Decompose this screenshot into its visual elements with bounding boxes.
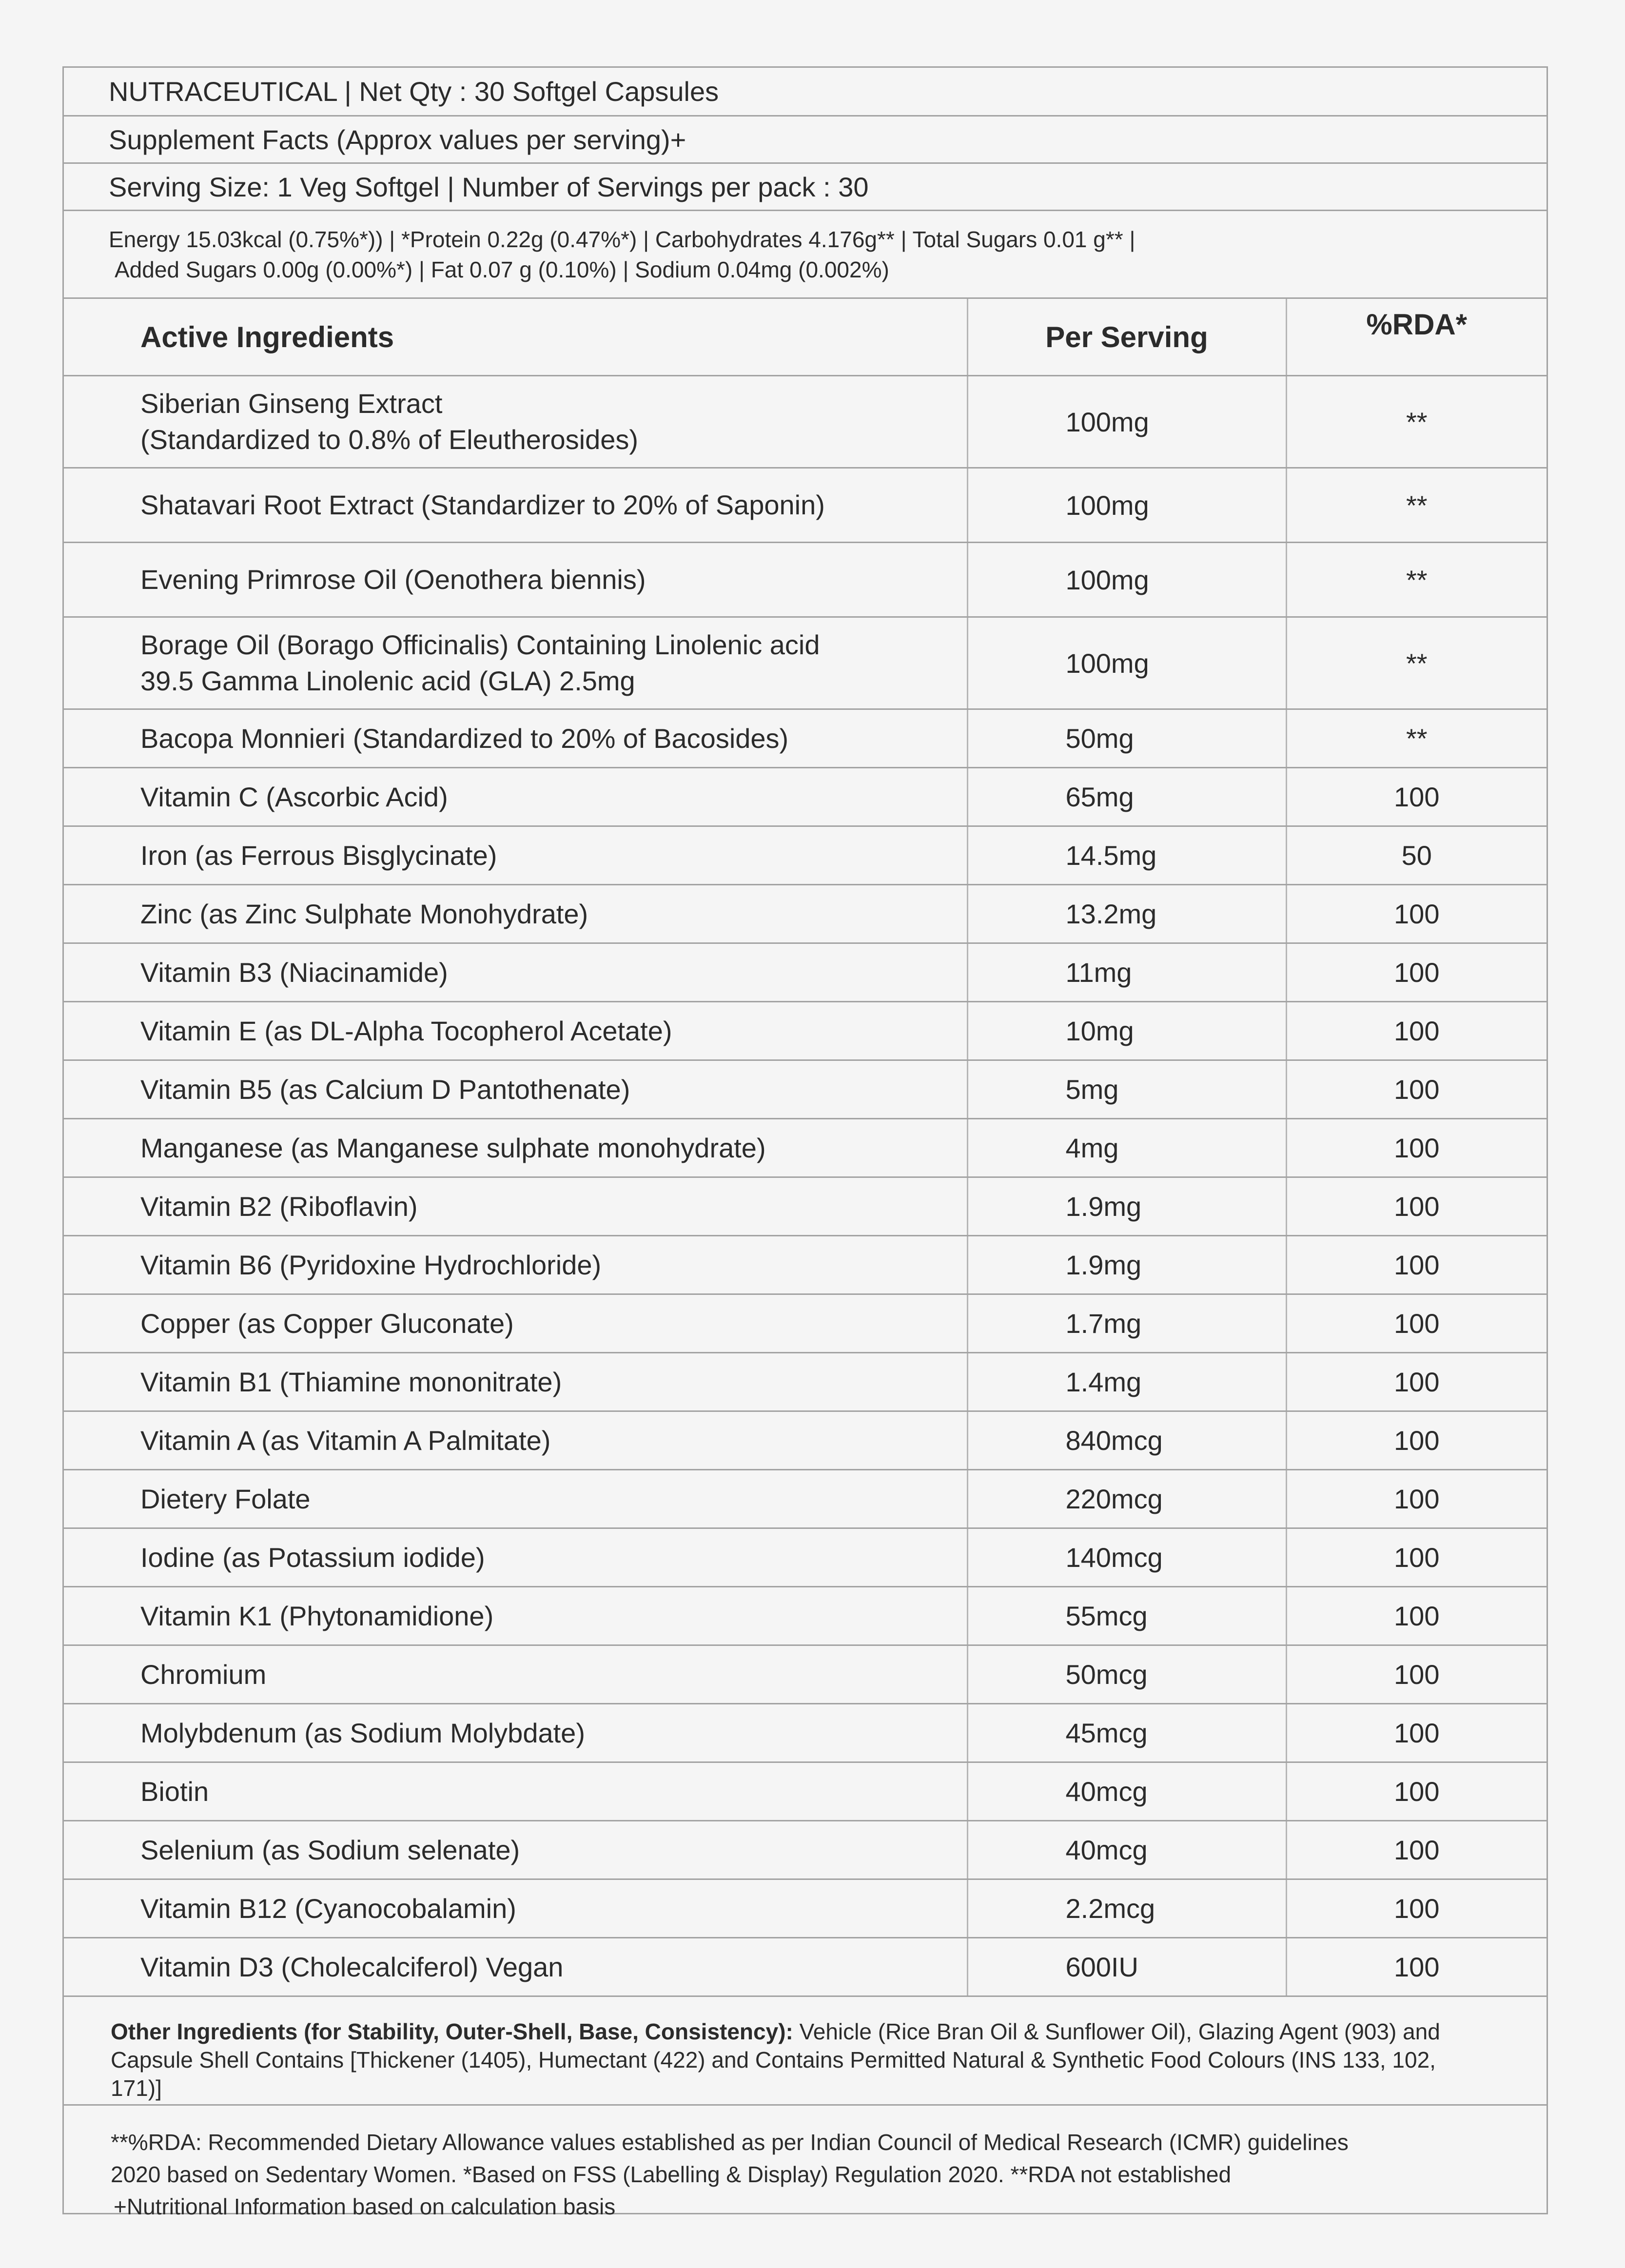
ingredient-name bbox=[64, 1470, 967, 1528]
rda-value: ** bbox=[1286, 468, 1547, 543]
table-row bbox=[64, 1411, 1547, 1470]
ingredient-name-line: Vitamin B3 (Niacinamide) bbox=[140, 957, 448, 988]
ingredient-name bbox=[64, 1060, 967, 1119]
ingredient-name-line: (Standardized to 0.8% of Eleutherosides) bbox=[140, 424, 639, 455]
ingredient-name-line: Iodine (as Potassium iodide) bbox=[140, 1542, 485, 1573]
per-serving-value: 11mg bbox=[967, 943, 1286, 1002]
per-serving-value: 1.4mg bbox=[967, 1353, 1286, 1411]
nutrition-summary bbox=[64, 211, 1547, 299]
footnote-fss: 2020 based on Sedentary Women. *Based on FSS (Labelling & Display) Regulation 2020. **RDA not established bbox=[111, 2162, 1232, 2187]
per-serving-value: 40mcg bbox=[967, 1821, 1286, 1879]
ingredient-name-line: Dietery Folate bbox=[140, 1483, 311, 1514]
ingredient-name-line: Evening Primrose Oil (Oenothera biennis) bbox=[140, 564, 646, 595]
ingredients-body bbox=[64, 376, 1547, 1996]
supplement-facts-label bbox=[62, 66, 1548, 2219]
table-row bbox=[64, 1470, 1547, 1528]
ingredient-name-line: Selenium (as Sodium selenate) bbox=[140, 1834, 520, 1865]
ingredient-name bbox=[64, 826, 967, 885]
ingredient-name bbox=[64, 1821, 967, 1879]
table-row bbox=[64, 1879, 1547, 1938]
per-serving-value: 14.5mg bbox=[967, 826, 1286, 885]
per-serving-value: 5mg bbox=[967, 1060, 1286, 1119]
rda-value: 100 bbox=[1286, 1587, 1547, 1645]
ingredient-name bbox=[64, 1587, 967, 1645]
ingredient-name bbox=[64, 1704, 967, 1762]
per-serving-value: 1.9mg bbox=[967, 1177, 1286, 1236]
per-serving-value: 50mg bbox=[967, 709, 1286, 768]
ingredient-name bbox=[64, 543, 967, 617]
rda-value: 100 bbox=[1286, 768, 1547, 826]
ingredient-name bbox=[64, 1645, 967, 1704]
per-serving-value: 100mg bbox=[967, 617, 1286, 709]
table-row bbox=[64, 885, 1547, 943]
per-serving-value: 2.2mcg bbox=[967, 1879, 1286, 1938]
ingredient-name bbox=[64, 885, 967, 943]
rda-value: 100 bbox=[1286, 1528, 1547, 1587]
ingredient-name bbox=[64, 1762, 967, 1821]
table-row bbox=[64, 1704, 1547, 1762]
per-serving-value: 1.9mg bbox=[967, 1236, 1286, 1294]
per-serving-value: 55mcg bbox=[967, 1587, 1286, 1645]
ingredient-name bbox=[64, 1294, 967, 1353]
rda-value: 100 bbox=[1286, 1645, 1547, 1704]
rda-value: 100 bbox=[1286, 1470, 1547, 1528]
rda-value: 100 bbox=[1286, 885, 1547, 943]
per-serving-value: 1.7mg bbox=[967, 1294, 1286, 1353]
per-serving-value: 220mcg bbox=[967, 1470, 1286, 1528]
ingredient-name bbox=[64, 1177, 967, 1236]
ingredient-name-line: Iron (as Ferrous Bisglycinate) bbox=[140, 840, 497, 871]
ingredient-name-line: Zinc (as Zinc Sulphate Monohydrate) bbox=[140, 898, 588, 929]
rda-value: 100 bbox=[1286, 1704, 1547, 1762]
rda-value: 100 bbox=[1286, 1879, 1547, 1938]
nutrition-line-1: Energy 15.03kcal (0.75%*)) | *Protein 0.22g (0.47%*) | Carbohydrates 4.176g** | Total Sugars 0.01 g** | bbox=[109, 226, 1136, 252]
table-row bbox=[64, 1294, 1547, 1353]
table-row bbox=[64, 709, 1547, 768]
ingredient-name bbox=[64, 1938, 967, 1996]
table-row bbox=[64, 1177, 1547, 1236]
per-serving-value: 600IU bbox=[967, 1938, 1286, 1996]
product-net-qty: NUTRACEUTICAL | Net Qty : 30 Softgel Capsules bbox=[64, 68, 1547, 117]
table-row bbox=[64, 1821, 1547, 1879]
rda-value: 100 bbox=[1286, 1177, 1547, 1236]
table-row bbox=[64, 1119, 1547, 1177]
ingredient-name-line: Vitamin B2 (Riboflavin) bbox=[140, 1191, 418, 1222]
ingredient-name bbox=[64, 376, 967, 468]
ingredient-name bbox=[64, 1879, 967, 1938]
rda-value: ** bbox=[1286, 617, 1547, 709]
per-serving-value: 100mg bbox=[967, 468, 1286, 543]
ingredient-name-line: Vitamin C (Ascorbic Acid) bbox=[140, 781, 448, 812]
rda-value: 100 bbox=[1286, 1002, 1547, 1060]
table-row bbox=[64, 1587, 1547, 1645]
ingredient-name-line: Vitamin B5 (as Calcium D Pantothenate) bbox=[140, 1074, 630, 1105]
supplement-facts-title: Supplement Facts (Approx values per serving)+ bbox=[64, 117, 1547, 164]
per-serving-value: 4mg bbox=[967, 1119, 1286, 1177]
footnote-rda: **%RDA: Recommended Dietary Allowance values established as per Indian Council of Medical Research (ICMR) guidelines bbox=[111, 2130, 1349, 2155]
table-row bbox=[64, 1528, 1547, 1587]
ingredient-name bbox=[64, 709, 967, 768]
per-serving-value: 50mcg bbox=[967, 1645, 1286, 1704]
active-ingredients-table bbox=[64, 299, 1547, 1997]
per-serving-value: 40mcg bbox=[967, 1762, 1286, 1821]
ingredient-name-line: Vitamin B1 (Thiamine mononitrate) bbox=[140, 1366, 562, 1397]
ingredient-name-line: Vitamin B6 (Pyridoxine Hydrochloride) bbox=[140, 1249, 602, 1280]
rda-value: 100 bbox=[1286, 1411, 1547, 1470]
ingredient-name bbox=[64, 468, 967, 543]
rda-value: 100 bbox=[1286, 1236, 1547, 1294]
other-ingredients-text: Vehicle (Rice Bran Oil & Sunflower Oil), Glazing Agent (903) and Capsule Shell Contains [Thickener (1405), Humectant (422) and Contains Permitted Natural & Synthetic Food Colours (INS 133, 102, 171)] bbox=[111, 2019, 1440, 2101]
table-row bbox=[64, 768, 1547, 826]
per-serving-value: 840mcg bbox=[967, 1411, 1286, 1470]
header-active-ingredients: Active Ingredients bbox=[64, 299, 967, 376]
ingredient-name-line: Shatavari Root Extract (Standardizer to 20% of Saponin) bbox=[140, 489, 825, 520]
table-row bbox=[64, 943, 1547, 1002]
table-row bbox=[64, 1060, 1547, 1119]
table-row bbox=[64, 468, 1547, 543]
rda-value: 100 bbox=[1286, 1762, 1547, 1821]
ingredient-name bbox=[64, 617, 967, 709]
ingredient-name bbox=[64, 1119, 967, 1177]
rda-value: 100 bbox=[1286, 1353, 1547, 1411]
ingredient-name-line: Borage Oil (Borago Officinalis) Containing Linolenic acid bbox=[140, 629, 820, 660]
table-row bbox=[64, 1236, 1547, 1294]
ingredient-name-line: Vitamin K1 (Phytonamidione) bbox=[140, 1600, 494, 1631]
table-row bbox=[64, 826, 1547, 885]
rda-value: ** bbox=[1286, 543, 1547, 617]
per-serving-value: 65mg bbox=[967, 768, 1286, 826]
ingredient-name-line: Bacopa Monnieri (Standardized to 20% of Bacosides) bbox=[140, 723, 789, 754]
per-serving-value: 140mcg bbox=[967, 1528, 1286, 1587]
table-row bbox=[64, 1002, 1547, 1060]
ingredient-name-line: Chromium bbox=[140, 1659, 267, 1690]
ingredient-name-line: Vitamin B12 (Cyanocobalamin) bbox=[140, 1893, 516, 1924]
table-row bbox=[64, 543, 1547, 617]
serving-size-info: Serving Size: 1 Veg Softgel | Number of Servings per pack : 30 bbox=[64, 164, 1547, 211]
table-row bbox=[64, 1762, 1547, 1821]
table-row bbox=[64, 376, 1547, 468]
rda-value: ** bbox=[1286, 376, 1547, 468]
rda-value: 100 bbox=[1286, 1060, 1547, 1119]
ingredient-name-line: Vitamin E (as DL-Alpha Tocopherol Acetate) bbox=[140, 1015, 672, 1046]
per-serving-value: 13.2mg bbox=[967, 885, 1286, 943]
nutrition-line-2: Added Sugars 0.00g (0.00%*) | Fat 0.07 g (0.10%) | Sodium 0.04mg (0.002%) bbox=[115, 256, 889, 282]
rda-value: ** bbox=[1286, 709, 1547, 768]
rda-value: 50 bbox=[1286, 826, 1547, 885]
per-serving-value: 100mg bbox=[967, 376, 1286, 468]
ingredient-name-line: Biotin bbox=[140, 1776, 209, 1807]
rda-value: 100 bbox=[1286, 1821, 1547, 1879]
ingredient-name-line: Molybdenum (as Sodium Molybdate) bbox=[140, 1717, 585, 1748]
header-rda: %RDA* bbox=[1286, 299, 1547, 376]
per-serving-value: 100mg bbox=[967, 543, 1286, 617]
ingredient-name-line: 39.5 Gamma Linolenic acid (GLA) 2.5mg bbox=[140, 665, 635, 696]
footnotes bbox=[64, 2106, 1547, 2219]
header-per-serving: Per Serving bbox=[967, 299, 1286, 376]
other-ingredients-label: Other Ingredients (for Stability, Outer-Shell, Base, Consistency): bbox=[111, 2019, 793, 2044]
per-serving-value: 45mcg bbox=[967, 1704, 1286, 1762]
ingredient-name-line: Vitamin A (as Vitamin A Palmitate) bbox=[140, 1425, 551, 1456]
ingredient-name bbox=[64, 1002, 967, 1060]
ingredient-name-line: Copper (as Copper Gluconate) bbox=[140, 1308, 514, 1339]
table-row bbox=[64, 1938, 1547, 1996]
per-serving-value: 10mg bbox=[967, 1002, 1286, 1060]
ingredient-name-line: Vitamin D3 (Cholecalciferol) Vegan bbox=[140, 1951, 564, 1982]
footnote-calculation: +Nutritional Information based on calculation basis bbox=[114, 2194, 616, 2219]
rda-value: 100 bbox=[1286, 943, 1547, 1002]
ingredient-name-line: Siberian Ginseng Extract bbox=[140, 388, 443, 419]
table-header-row bbox=[64, 299, 1547, 376]
ingredient-name bbox=[64, 768, 967, 826]
ingredient-name bbox=[64, 1353, 967, 1411]
table-row bbox=[64, 1645, 1547, 1704]
table-row bbox=[64, 1353, 1547, 1411]
ingredient-name bbox=[64, 1236, 967, 1294]
rda-value: 100 bbox=[1286, 1294, 1547, 1353]
rda-value: 100 bbox=[1286, 1938, 1547, 1996]
table-row bbox=[64, 617, 1547, 709]
ingredient-name-line: Manganese (as Manganese sulphate monohydrate) bbox=[140, 1132, 766, 1163]
ingredient-name bbox=[64, 1411, 967, 1470]
other-ingredients bbox=[64, 1997, 1547, 2106]
rda-value: 100 bbox=[1286, 1119, 1547, 1177]
ingredient-name bbox=[64, 1528, 967, 1587]
ingredient-name bbox=[64, 943, 967, 1002]
